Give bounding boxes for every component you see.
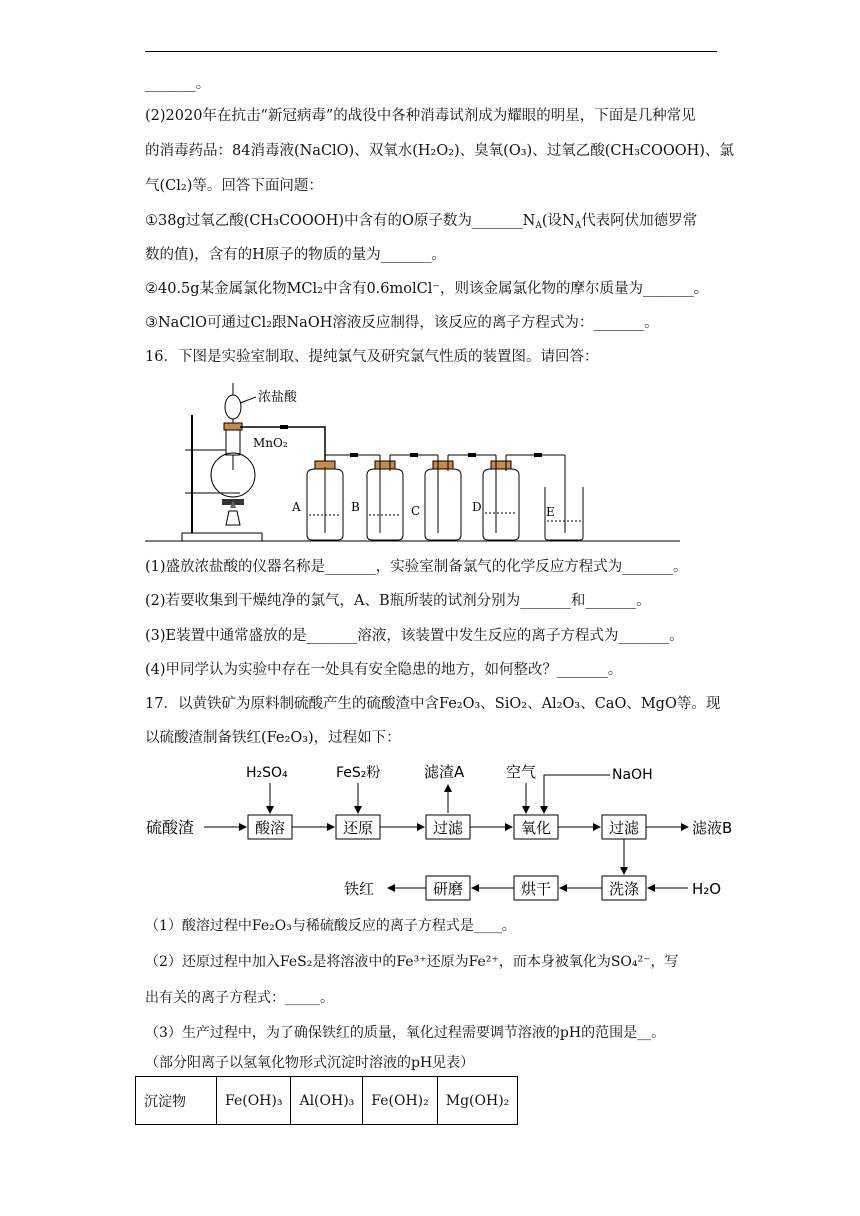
flow-s5: 过滤 [609,819,640,837]
svg-text:B: B [351,500,360,514]
flow-naoh: NaOH [612,767,653,783]
burner [226,511,240,525]
q15-2-line2: 的消毒药品：84消毒液(NaClO)、双氧水(H₂O₂)、臭氧(O₃)、过氧乙酸(CH₃COOOH)、氯 [145,143,734,159]
svg-text:D: D [472,500,482,514]
q16-p1: (1)盛放浓盐酸的仪器名称是_______，实验室制备氯气的化学反应方程式为_______。 [145,559,688,575]
label-acid: 浓盐酸 [258,390,298,405]
flow-s3: 过滤 [433,819,464,837]
svg-text:E: E [546,505,555,519]
q16-p3: (3)E装置中通常盛放的是_______溶液，该装置中发生反应的离子方程式为_______。 [145,628,684,644]
bottle-a [291,461,343,540]
q15-2-sub1-line1: ①38g过氧乙酸(CH₃COOOH)中含有的O原子数为$\_\_\_\_\_\_\_N_A$(设$N_A$代表阿伏加德罗常 [145,213,698,231]
q15-2-sub1-line2: 数的值)，含有的H原子的物质的量为_______。 [145,247,447,263]
table-cell: Fe(OH)₂ [363,1077,437,1125]
flow-air: 空气 [506,763,537,781]
bottle-c [411,455,461,540]
flow-filtrate: 滤液B [692,819,733,837]
funnel-bulb [225,395,241,419]
svg-text:A: A [292,500,301,514]
q17-p1: （1）酸溶过程中Fe₂O₃与稀硫酸反应的离子方程式是____。 [145,918,516,934]
q17-p2a: （2）还原过程中加入FeS₂是将溶液中的Fe³⁺还原为Fe²⁺，而本身被氧化为SO₄²⁻，写 [145,954,679,970]
flow-h2so4: H₂SO₄ [246,765,288,781]
flow-s6: 洗涤 [609,880,640,898]
flow-fes2: FeS₂粉 [336,765,381,781]
table-cell: Fe(OH)₃ [217,1077,291,1125]
svg-text:C: C [411,504,421,518]
q17-note: （部分阳离子以氢氧化物形式沉淀时溶液的pH见表） [145,1055,475,1071]
q17-p3: （3）生产过程中，为了确保铁红的质量，氧化过程需要调节溶液的pH的范围是__。 [145,1025,666,1041]
flow-s7: 烘干 [521,880,552,898]
stand-base [182,533,262,541]
flow-s1: 酸溶 [255,819,286,837]
label-mno2: MnO₂ [253,436,288,450]
q16-p4: (4)甲同学认为实验中存在一处具有安全隐患的地方，如何整改？_______。 [145,662,623,678]
flow-end: 铁红 [344,880,375,898]
flow-s2: 还原 [343,819,374,837]
top-answer-blank: _______。 [145,76,211,92]
q17-stem2: 以硫酸渣制备铁红(Fe₂O₃)，过程如下： [145,730,401,746]
q15-2-line3: 气(Cl₂)等。回答下面问题： [145,178,323,194]
q15-2-line1: (2)2020年在抗击“新冠病毒”的战役中各种消毒试剂成为耀眼的明星，下面是几种常见 [145,108,696,124]
flow-s4: 氧化 [521,819,552,837]
q17-stem1: 17．以黄铁矿为原料制硫酸产生的硫酸渣中含Fe₂O₃、SiO₂、Al₂O₃、CaO、MgO等。现 [145,696,721,712]
ph-table [135,1076,518,1125]
process-flowchart [140,755,770,905]
header-rule [145,51,717,52]
beaker-e [545,455,583,540]
flow-h2o: H₂O [692,880,722,898]
flask-stopper [224,423,242,430]
flow-start: 硫酸渣 [146,818,195,837]
bottle-b [351,455,403,540]
apparatus-figure [140,375,685,545]
q17-p2b: 出有关的离子方程式：_____。 [145,990,334,1006]
table-cell: Mg(OH)₂ [437,1077,518,1125]
table-row [136,1077,518,1125]
flow-residue: 滤渣A [424,763,465,781]
q16-stem: 16．下图是实验室制取、提纯氯气及研究氯气性质的装置图。请回答： [145,349,599,365]
bottle-d [472,455,519,540]
q15-2-sub3: ③NaClO可通过Cl₂跟NaOH溶液反应制得，该反应的离子方程式为：_______。 [145,315,659,331]
q16-p2: (2)若要收集到干燥纯净的氯气，A、B瓶所装的试剂分别为_______和_______。 [145,593,651,609]
table-cell: 沉淀物 [136,1077,217,1125]
flow-s8: 研磨 [433,880,464,898]
q15-2-sub2: ②40.5g某金属氯化物MCl₂中含有0.6molCl⁻，则该金属氯化物的摩尔质量为_______。 [145,281,709,297]
table-cell: Al(OH)₃ [291,1077,363,1125]
